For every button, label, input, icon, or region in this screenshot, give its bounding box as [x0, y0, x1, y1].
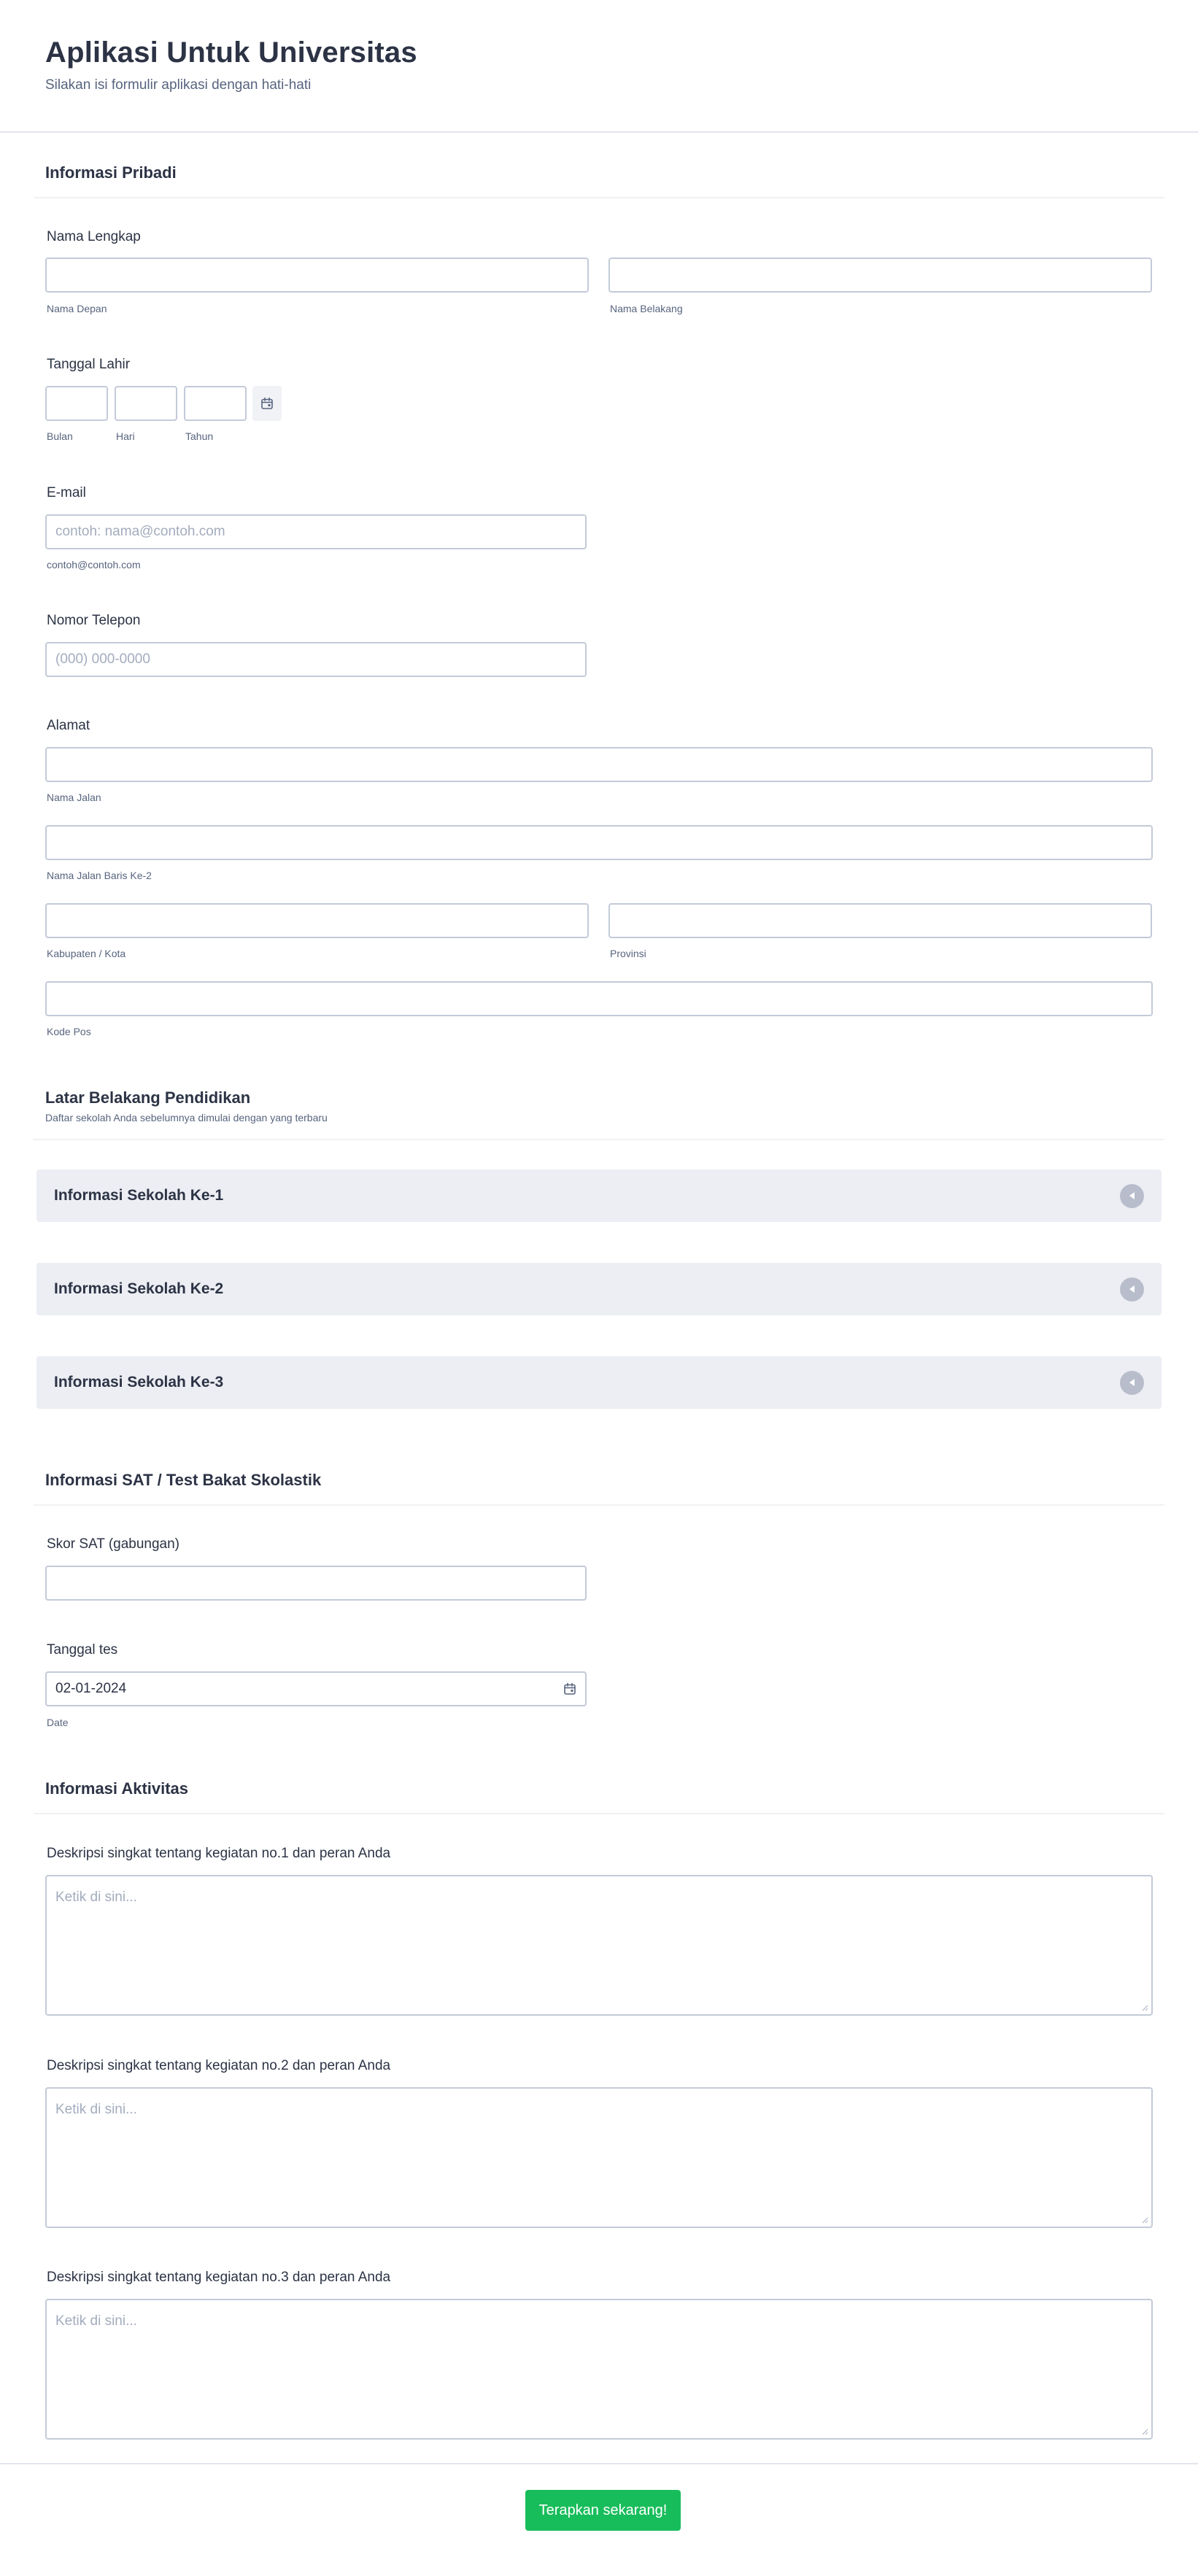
- header-divider: [0, 131, 1198, 133]
- calendar-icon: [260, 397, 274, 410]
- first-name-input[interactable]: [45, 258, 589, 293]
- activity-1-placeholder: Ketik di sini...: [55, 1890, 137, 1905]
- section-title-activities: Informasi Aktivitas: [45, 1779, 189, 1798]
- school-accordion-2[interactable]: [36, 1263, 1162, 1315]
- street2-sublabel: Nama Jalan Baris Ke-2: [47, 870, 152, 881]
- activity-1-textarea[interactable]: [45, 1875, 1153, 2016]
- activity-1-label: Deskripsi singkat tentang kegiatan no.1 dan peran Anda: [47, 1846, 391, 1861]
- school-accordion-label: Informasi Sekolah Ke-3: [54, 1374, 224, 1391]
- email-placeholder: contoh: nama@contoh.com: [55, 524, 225, 539]
- arrow-left-icon[interactable]: [1120, 1371, 1144, 1395]
- sat-score-input[interactable]: [45, 1566, 587, 1601]
- section-title-education: Latar Belakang Pendidikan: [45, 1088, 251, 1107]
- activity-3-textarea[interactable]: [45, 2299, 1153, 2440]
- section-subtitle-education: Daftar sekolah Anda sebelumnya dimulai dengan yang terbaru: [45, 1112, 328, 1123]
- phone-input[interactable]: [45, 642, 587, 677]
- email-label: E-mail: [47, 485, 86, 500]
- arrow-left-icon[interactable]: [1120, 1277, 1144, 1301]
- province-input[interactable]: [608, 903, 1152, 938]
- activity-2-label: Deskripsi singkat tentang kegiatan no.2 dan peran Anda: [47, 2058, 391, 2073]
- section-title-sat: Informasi SAT / Test Bakat Skolastik: [45, 1471, 322, 1489]
- test-date-value: 02-01-2024: [55, 1681, 127, 1696]
- email-input[interactable]: [45, 514, 587, 549]
- test-date-label: Tanggal tes: [47, 1642, 118, 1658]
- sat-score-label: Skor SAT (gabungan): [47, 1536, 180, 1552]
- activity-2-textarea[interactable]: [45, 2087, 1153, 2228]
- section-title-personal: Informasi Pribadi: [45, 163, 177, 182]
- school-accordion-label: Informasi Sekolah Ke-2: [54, 1280, 224, 1297]
- city-input[interactable]: [45, 903, 589, 938]
- test-date-input[interactable]: [45, 1671, 587, 1706]
- activity-3-placeholder: Ketik di sini...: [55, 2313, 137, 2329]
- address-label: Alamat: [47, 718, 90, 733]
- section-divider: [34, 1813, 1164, 1814]
- form-subtitle: Silakan isi formulir aplikasi dengan hati-hati: [45, 77, 312, 93]
- province-sublabel: Provinsi: [610, 948, 646, 959]
- city-sublabel: Kabupaten / Kota: [47, 948, 126, 959]
- resize-grip-icon[interactable]: [1141, 2216, 1148, 2224]
- postal-code-sublabel: Kode Pos: [47, 1026, 91, 1037]
- birth-date-calendar-button[interactable]: [252, 386, 282, 421]
- activity-3-label: Deskripsi singkat tentang kegiatan no.3 dan peran Anda: [47, 2270, 391, 2285]
- birth-year-input[interactable]: [184, 386, 247, 421]
- resize-grip-icon[interactable]: [1141, 2004, 1148, 2011]
- full-name-label: Nama Lengkap: [47, 229, 141, 244]
- school-accordion-label: Informasi Sekolah Ke-1: [54, 1187, 224, 1204]
- section-divider: [34, 1139, 1164, 1140]
- birth-day-input[interactable]: [115, 386, 177, 421]
- birth-year-sublabel: Tahun: [185, 430, 214, 442]
- school-accordion-1[interactable]: [36, 1169, 1162, 1222]
- street2-input[interactable]: [45, 825, 1153, 860]
- last-name-sublabel: Nama Belakang: [610, 303, 683, 314]
- footer-divider: [0, 2463, 1198, 2464]
- birth-date-label: Tanggal Lahir: [47, 357, 131, 372]
- street-sublabel: Nama Jalan: [47, 792, 101, 803]
- calendar-icon[interactable]: [563, 1682, 576, 1695]
- phone-placeholder: (000) 000-0000: [55, 651, 150, 667]
- email-sublabel: contoh@contoh.com: [47, 559, 141, 570]
- birth-month-input[interactable]: [45, 386, 108, 421]
- submit-button[interactable]: Terapkan sekarang!: [525, 2490, 681, 2531]
- street-input[interactable]: [45, 747, 1153, 782]
- arrow-left-icon[interactable]: [1120, 1184, 1144, 1208]
- school-accordion-3[interactable]: [36, 1356, 1162, 1409]
- form-title: Aplikasi Untuk Universitas: [45, 36, 417, 69]
- first-name-sublabel: Nama Depan: [47, 303, 107, 314]
- birth-day-sublabel: Hari: [116, 430, 135, 442]
- postal-code-input[interactable]: [45, 981, 1153, 1016]
- last-name-input[interactable]: [608, 258, 1152, 293]
- test-date-sublabel: Date: [47, 1717, 69, 1728]
- section-divider: [34, 1504, 1164, 1506]
- section-divider: [34, 197, 1164, 198]
- resize-grip-icon[interactable]: [1141, 2428, 1148, 2435]
- activity-2-placeholder: Ketik di sini...: [55, 2102, 137, 2117]
- phone-label: Nomor Telepon: [47, 613, 141, 628]
- birth-month-sublabel: Bulan: [47, 430, 73, 442]
